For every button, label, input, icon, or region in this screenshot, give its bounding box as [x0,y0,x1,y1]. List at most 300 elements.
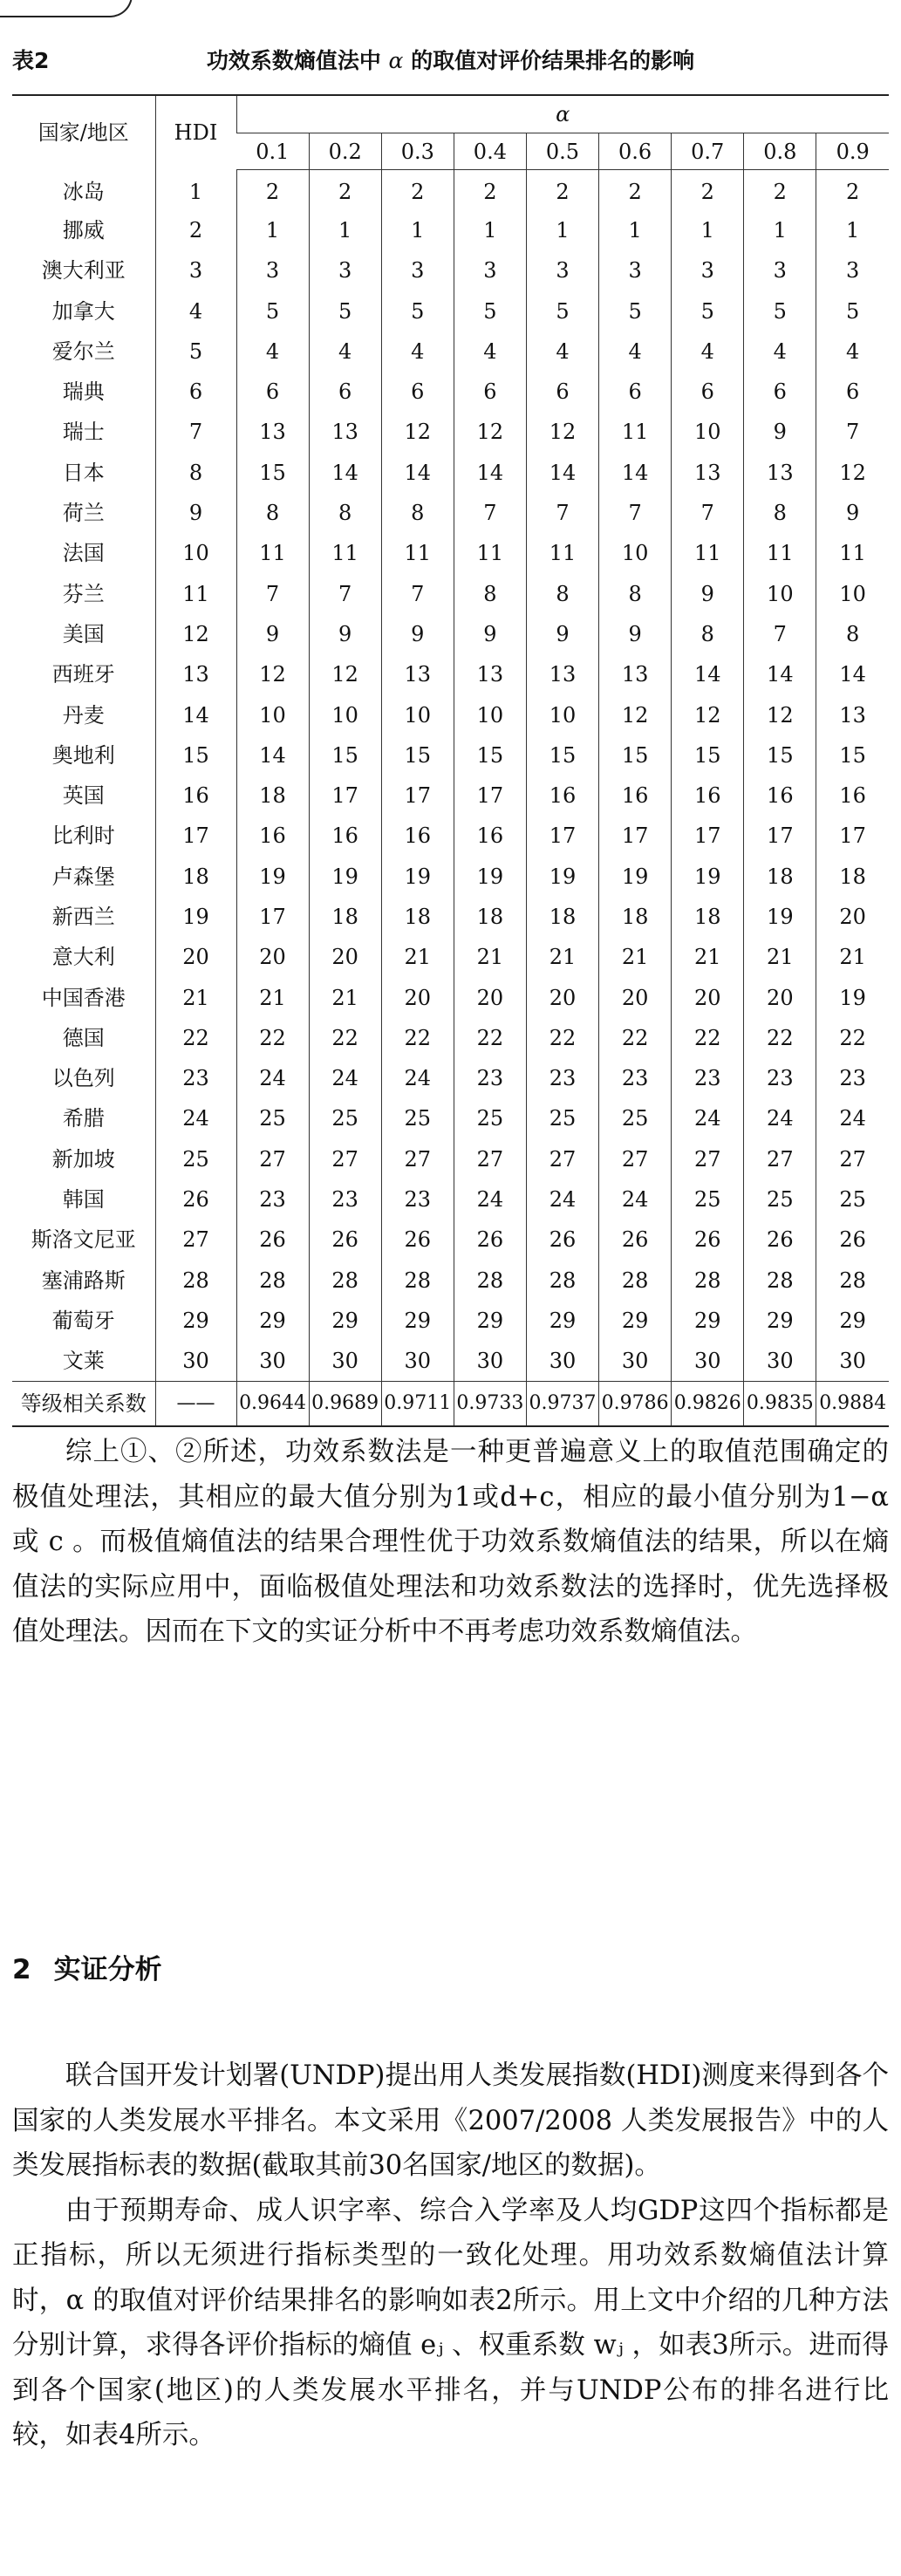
country-cell: 芬兰 [62,581,105,606]
hdi-cell: 4 [155,290,236,331]
rank-cell: 29 [454,1301,526,1341]
rank-cell: 11 [309,533,381,573]
rank-cell: 24 [526,1179,598,1220]
alpha-value-header: 0.4 [454,133,526,170]
rank-cell: 27 [744,1139,816,1179]
rank-cell: 20 [672,977,744,1017]
table-row [12,897,889,937]
rank-cell: 21 [236,977,309,1017]
rank-cell: 7 [454,493,526,533]
table-row [12,1018,889,1058]
rank-cell: 11 [816,533,889,573]
section-heading [12,1947,162,1986]
rank-cell: 17 [526,816,598,856]
rank-cell: 24 [454,1179,526,1220]
hdi-cell: 5 [155,331,236,372]
hdi-cell: 11 [155,573,236,613]
country-cell: 冰岛 [62,179,105,204]
rank-cell: 18 [309,897,381,937]
rank-cell: 19 [309,857,381,897]
rank-cell: 20 [526,977,598,1017]
rank-cell: 18 [599,897,672,937]
rank-cell: 17 [454,776,526,816]
rank-cell: 29 [309,1301,381,1341]
correlation-cell: 0.9689 [309,1381,381,1426]
rank-cell: 6 [236,372,309,412]
rank-cell: 6 [309,372,381,412]
hdi-cell: 9 [155,493,236,533]
rank-cell: 1 [526,210,598,250]
rank-cell: 15 [744,735,816,776]
rank-cell: 12 [454,412,526,452]
table-row [12,857,889,897]
rank-cell: 9 [309,614,381,654]
hdi-cell: 6 [155,372,236,412]
rank-cell: 20 [309,937,381,977]
rank-cell: 23 [236,1179,309,1220]
table-row [12,573,889,613]
rank-cell: 17 [599,816,672,856]
rank-cell: 8 [309,493,381,533]
correlation-cell: 0.9786 [599,1381,672,1426]
rank-cell: 16 [454,816,526,856]
hdi-cell: 18 [155,857,236,897]
rank-cell: 3 [599,250,672,290]
header-decoration [0,0,133,17]
rank-cell: 18 [454,897,526,937]
rank-cell: 22 [381,1018,454,1058]
rank-cell: 10 [526,694,598,735]
hdi-cell: 24 [155,1098,236,1138]
rank-cell: 20 [816,897,889,937]
rank-cell: 19 [454,857,526,897]
rank-cell: 14 [236,735,309,776]
rank-cell: 16 [381,816,454,856]
rank-cell: 20 [236,937,309,977]
rank-cell: 13 [381,654,454,694]
rank-cell: 14 [672,654,744,694]
rank-cell: 28 [816,1261,889,1301]
country-cell: 爱尔兰 [51,338,115,364]
rank-cell: 29 [381,1301,454,1341]
rank-cell: 30 [599,1341,672,1381]
rank-cell: 9 [381,614,454,654]
rank-cell: 14 [526,453,598,493]
country-cell: 加拿大 [51,298,115,324]
paragraph-block [12,2053,889,2458]
rank-cell: 25 [526,1098,598,1138]
rank-cell: 2 [672,170,744,210]
rank-cell: 24 [599,1179,672,1220]
table-body [12,170,889,1382]
rank-cell: 28 [236,1261,309,1301]
table-row [12,1301,889,1341]
rank-cell: 21 [599,937,672,977]
rank-cell: 6 [526,372,598,412]
rank-cell: 26 [599,1220,672,1260]
rank-cell: 19 [236,857,309,897]
rank-cell: 1 [744,210,816,250]
rank-cell: 12 [381,412,454,452]
rank-cell: 22 [526,1018,598,1058]
rank-cell: 26 [454,1220,526,1260]
rank-cell: 10 [672,412,744,452]
rank-cell: 26 [816,1220,889,1260]
rank-cell: 25 [599,1098,672,1138]
rank-cell: 27 [236,1139,309,1179]
table-row [12,1139,889,1179]
rank-cell: 7 [526,493,598,533]
rank-cell: 25 [816,1179,889,1220]
rank-cell: 15 [816,735,889,776]
rank-cell: 24 [744,1098,816,1138]
hdi-cell: 19 [155,897,236,937]
country-cell: 韩国 [62,1187,105,1213]
country-cell: 新西兰 [51,904,115,929]
rank-cell: 30 [309,1341,381,1381]
country-cell: 丹麦 [62,702,105,728]
rank-cell: 27 [309,1139,381,1179]
hdi-cell: 10 [155,533,236,573]
hdi-cell: 25 [155,1139,236,1179]
rank-cell: 8 [454,573,526,613]
rank-cell: 2 [744,170,816,210]
country-cell: 意大利 [51,945,115,970]
correlation-cell: 0.9644 [236,1381,309,1426]
rank-cell: 4 [744,331,816,372]
rank-cell: 6 [672,372,744,412]
rank-cell: 11 [236,533,309,573]
alpha-value-header: 0.6 [599,133,672,170]
rank-cell: 10 [236,694,309,735]
country-cell: 德国 [62,1025,105,1050]
rank-cell: 13 [236,412,309,452]
rank-cell: 28 [381,1261,454,1301]
country-cell: 日本 [62,460,105,485]
hdi-cell: 12 [155,614,236,654]
rank-cell: 7 [816,412,889,452]
rank-cell: 8 [599,573,672,613]
rank-cell: 8 [672,614,744,654]
rank-cell: 10 [454,694,526,735]
rank-cell: 6 [816,372,889,412]
alpha-value-header: 0.7 [672,133,744,170]
rank-cell: 5 [381,290,454,331]
country-cell: 英国 [62,783,105,809]
rank-cell: 20 [744,977,816,1017]
correlation-cell: 0.9884 [816,1381,889,1426]
rank-cell: 3 [744,250,816,290]
rank-cell: 30 [672,1341,744,1381]
hdi-cell: 26 [155,1179,236,1220]
rank-cell: 26 [672,1220,744,1260]
table-row [12,170,889,210]
table-row [12,210,889,250]
rank-cell: 23 [672,1058,744,1098]
hdi-cell: 22 [155,1018,236,1058]
rank-cell: 27 [816,1139,889,1179]
correlation-cell: 0.9826 [672,1381,744,1426]
rank-cell: 28 [744,1261,816,1301]
section-number: 2 [12,1954,31,1985]
rank-cell: 27 [526,1139,598,1179]
rank-cell: 4 [816,331,889,372]
rank-cell: 26 [744,1220,816,1260]
rank-cell: 5 [744,290,816,331]
rank-cell: 6 [599,372,672,412]
rank-cell: 20 [454,977,526,1017]
country-cell: 挪威 [62,217,105,243]
rank-cell: 21 [744,937,816,977]
rank-cell: 6 [744,372,816,412]
rank-cell: 29 [816,1301,889,1341]
rank-cell: 15 [672,735,744,776]
rank-cell: 16 [236,816,309,856]
rank-cell: 14 [309,453,381,493]
rank-cell: 13 [599,654,672,694]
rank-cell: 23 [309,1179,381,1220]
hdi-cell: 7 [155,412,236,452]
rank-cell: 13 [309,412,381,452]
rank-cell: 25 [309,1098,381,1138]
rank-cell: 7 [381,573,454,613]
rank-cell: 3 [309,250,381,290]
rank-cell: 15 [236,453,309,493]
rank-cell: 9 [816,493,889,533]
country-cell: 美国 [62,621,105,646]
rank-cell: 29 [672,1301,744,1341]
rank-cell: 27 [599,1139,672,1179]
rank-cell: 24 [672,1098,744,1138]
hdi-cell: 1 [155,170,236,210]
table-caption [12,44,889,79]
table-row [12,493,889,533]
rank-cell: 30 [744,1341,816,1381]
rank-cell: 18 [381,897,454,937]
rank-cell: 5 [454,290,526,331]
rank-cell: 28 [672,1261,744,1301]
rank-cell: 19 [816,977,889,1017]
rank-cell: 1 [236,210,309,250]
table-row [12,1098,889,1138]
paragraph-conclusion [12,1430,889,1655]
rank-cell: 19 [381,857,454,897]
rank-cell: 7 [599,493,672,533]
rank-cell: 29 [599,1301,672,1341]
rank-cell: 21 [526,937,598,977]
alpha-value-header: 0.8 [744,133,816,170]
hdi-cell: 14 [155,694,236,735]
rank-cell: 21 [309,977,381,1017]
rank-cell: 27 [381,1139,454,1179]
ranking-table [12,94,889,1427]
rank-cell: 15 [526,735,598,776]
rank-cell: 22 [236,1018,309,1058]
correlation-cell: 0.9835 [744,1381,816,1426]
rank-cell: 23 [381,1179,454,1220]
country-cell: 以色列 [51,1066,115,1091]
table-row [12,1341,889,1381]
rank-cell: 22 [309,1018,381,1058]
country-cell: 瑞士 [62,420,105,445]
rank-cell: 5 [526,290,598,331]
alpha-value-header: 0.2 [309,133,381,170]
rank-cell: 2 [454,170,526,210]
rank-cell: 13 [672,453,744,493]
rank-cell: 19 [744,897,816,937]
hdi-cell: 27 [155,1220,236,1260]
rank-cell: 7 [236,573,309,613]
rank-cell: 22 [744,1018,816,1058]
table-row [12,453,889,493]
rank-cell: 29 [744,1301,816,1341]
rank-cell: 23 [816,1058,889,1098]
rank-cell: 30 [236,1341,309,1381]
rank-cell: 11 [599,412,672,452]
rank-cell: 25 [744,1179,816,1220]
rank-cell: 28 [599,1261,672,1301]
rank-cell: 5 [599,290,672,331]
alpha-value-header: 0.5 [526,133,598,170]
hdi-cell: 23 [155,1058,236,1098]
hdi-cell: 2 [155,210,236,250]
rank-cell: 10 [744,573,816,613]
rank-cell: 24 [381,1058,454,1098]
table-row [12,1058,889,1098]
country-cell: 西班牙 [51,662,115,687]
rank-cell: 3 [816,250,889,290]
rank-cell: 22 [816,1018,889,1058]
paragraph-undp: 联合国开发计划署(UNDP)提出用人类发展指数(HDI)测度来得到各个国家的人类发展水平排名。本文采用《2007/2008 人类发展报告》中的人类发展指标表的数据(截取其前30名国家/地区的数据)。 [12,2060,889,2181]
rank-cell: 4 [309,331,381,372]
country-cell: 比利时 [51,823,115,849]
paragraph-text: 综上①、②所述，功效系数法是一种更普遍意义上的取值范围确定的极值处理法，其相应的最大值分别为1或d+c，相应的最小值分别为1−α 或 c 。而极值熵值法的结果合理性优于功效系数熵值法的结果，所以在熵值法的实际应用中，面临极值处理法和功效系数法的选择时，优先选择极值处理法。因而在下文的实证分析中不再考虑功效系数熵值法。 [12,1437,889,1647]
rank-cell: 18 [744,857,816,897]
country-cell: 奥地利 [51,742,115,768]
hdi-cell: 28 [155,1261,236,1301]
col-header-hdi: HDI [155,95,236,170]
rank-cell: 14 [381,453,454,493]
rank-cell: 23 [744,1058,816,1098]
rank-cell: 20 [381,977,454,1017]
hdi-cell: 17 [155,816,236,856]
table-row [12,937,889,977]
rank-cell: 12 [744,694,816,735]
rank-cell: 11 [526,533,598,573]
rank-cell: 16 [816,776,889,816]
footer-label: 等级相关系数 [12,1381,155,1426]
rank-cell: 21 [381,937,454,977]
alpha-value-header: 0.1 [236,133,309,170]
rank-cell: 15 [309,735,381,776]
rank-cell: 26 [526,1220,598,1260]
rank-cell: 22 [454,1018,526,1058]
rank-cell: 19 [672,857,744,897]
paragraph-method: 由于预期寿命、成人识字率、综合入学率及人均GDP这四个指标都是正指标，所以无须进行指标类型的一致化处理。用功效系数熵值法计算时，α 的取值对评价结果排名的影响如表2所示。用上文中介绍的几种方法分别计算，求得各评价指标的熵值 eⱼ 、权重系数 wⱼ ，如表3所示。进而得到各个国家(地区)的人类发展水平排名，并与UNDP公布的排名进行比较，如表4所示。 [12,2195,889,2450]
rank-cell: 19 [599,857,672,897]
rank-cell: 13 [744,453,816,493]
country-cell: 新加坡 [51,1146,115,1172]
rank-cell: 22 [672,1018,744,1058]
rank-cell: 30 [816,1341,889,1381]
rank-cell: 14 [744,654,816,694]
rank-cell: 1 [816,210,889,250]
rank-cell: 8 [526,573,598,613]
rank-cell: 27 [672,1139,744,1179]
rank-cell: 15 [599,735,672,776]
rank-cell: 16 [526,776,598,816]
country-cell: 荷兰 [62,501,105,526]
hdi-cell: 20 [155,937,236,977]
rank-cell: 18 [672,897,744,937]
table-row [12,1261,889,1301]
rank-cell: 12 [599,694,672,735]
rank-cell: 10 [816,573,889,613]
country-cell: 澳大利亚 [41,258,126,284]
correlation-row [12,1381,889,1426]
rank-cell: 16 [599,776,672,816]
rank-cell: 9 [526,614,598,654]
rank-cell: 10 [599,533,672,573]
rank-cell: 16 [672,776,744,816]
rank-cell: 25 [236,1098,309,1138]
table-row [12,331,889,372]
rank-cell: 26 [309,1220,381,1260]
rank-cell: 24 [236,1058,309,1098]
rank-cell: 9 [454,614,526,654]
country-cell: 中国香港 [41,985,126,1010]
rank-cell: 2 [236,170,309,210]
alpha-value-header: 0.9 [816,133,889,170]
rank-cell: 21 [816,937,889,977]
rank-cell: 13 [526,654,598,694]
rank-cell: 2 [381,170,454,210]
hdi-cell: 21 [155,977,236,1017]
rank-cell: 7 [744,614,816,654]
country-cell: 葡萄牙 [51,1308,115,1333]
rank-cell: 1 [672,210,744,250]
rank-cell: 7 [672,493,744,533]
table-row [12,694,889,735]
rank-cell: 21 [672,937,744,977]
rank-cell: 6 [381,372,454,412]
rank-cell: 12 [672,694,744,735]
rank-cell: 9 [672,573,744,613]
rank-cell: 6 [454,372,526,412]
country-cell: 塞浦路斯 [41,1268,126,1293]
rank-cell: 29 [236,1301,309,1341]
rank-cell: 20 [599,977,672,1017]
table-row [12,654,889,694]
alpha-value-header: 0.3 [381,133,454,170]
rank-cell: 29 [526,1301,598,1341]
rank-cell: 28 [526,1261,598,1301]
rank-cell: 18 [816,857,889,897]
rank-cell: 14 [454,453,526,493]
rank-cell: 3 [526,250,598,290]
rank-cell: 12 [526,412,598,452]
footer-hdi: —— [155,1381,236,1426]
correlation-cell: 0.9733 [454,1381,526,1426]
rank-cell: 5 [816,290,889,331]
rank-cell: 18 [236,776,309,816]
rank-cell: 12 [309,654,381,694]
section-title: 实证分析 [53,1954,162,1985]
hdi-cell: 30 [155,1341,236,1381]
table-row [12,735,889,776]
table-row [12,614,889,654]
rank-cell: 10 [381,694,454,735]
